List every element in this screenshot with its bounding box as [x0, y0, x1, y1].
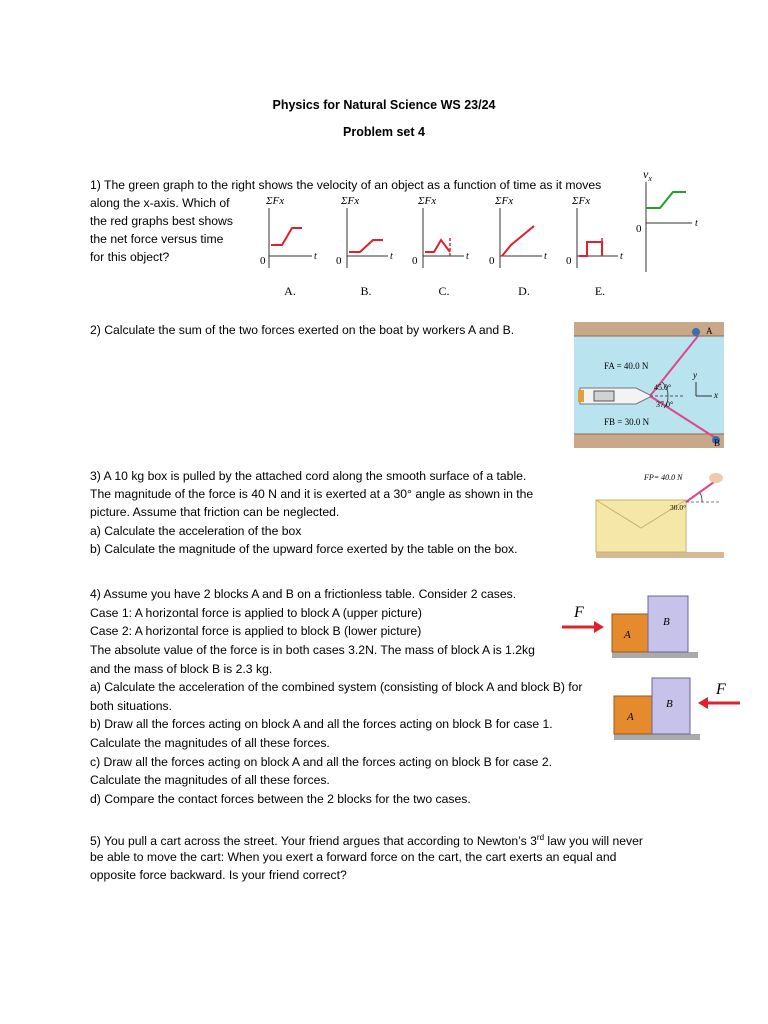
q4-case1-figure — [560, 594, 700, 664]
block-b-label-1: B — [663, 616, 670, 628]
svg-text:0: 0 — [260, 255, 266, 267]
q4-line-7: both situations. — [90, 699, 172, 713]
q4-line-1: 4) Assume you have 2 blocks A and B on a frictionless table. Consider 2 cases. — [90, 587, 517, 601]
page-title: Physics for Natural Science WS 23/24 — [272, 98, 496, 112]
q4-line-10: c) Draw all the forces acting on block A and all the forces acting on block B for case 2. — [90, 755, 553, 769]
option-b-label: B. — [360, 284, 372, 298]
q2-text: 2) Calculate the sum of the two forces exerted on the boat by workers A and B. — [90, 323, 515, 337]
q5-line-2: be able to move the cart: When you exert a forward force on the cart, the cart exerts an equal and — [90, 850, 617, 864]
graph-e-axis-label: ΣFx — [572, 195, 591, 207]
svg-text:y: y — [693, 370, 697, 380]
q1-force-graphs — [250, 190, 650, 280]
svg-text:0: 0 — [489, 255, 495, 267]
force-b-label: FB = 30.0 N — [604, 417, 650, 427]
svg-text:t: t — [695, 218, 698, 229]
q4-line-4: The absolute value of the force is in both cases 3.2N. The mass of block A is 1.2kg — [90, 643, 535, 657]
q4-line-6: a) Calculate the acceleration of the combined system (consisting of block A and block B) for — [90, 680, 583, 694]
block-a-label-2: A — [627, 711, 634, 723]
option-e-label: E. — [594, 284, 606, 298]
graph-a-axis-label: ΣFx — [266, 195, 285, 207]
graph-e — [566, 195, 623, 268]
q1-text-line5: for this object? — [90, 250, 170, 264]
force-a-label: FA = 40.0 N — [604, 361, 649, 371]
graph-b — [336, 195, 393, 268]
graph-c-axis-label: ΣFx — [418, 195, 437, 207]
q1-text-line1: 1) The green graph to the right shows the velocity of an object as a function of time as it moves — [90, 178, 602, 192]
graph-b-axis-label: ΣFx — [341, 195, 360, 207]
q1-text-line4: the net force versus time — [90, 232, 224, 246]
angle-b-label: 37.0° — [656, 400, 674, 409]
q5-line-1: 5) You pull a cart across the street. Your friend argues that according to Newton’s 3rd law you will never — [90, 833, 643, 849]
option-c-label: C. — [438, 284, 450, 298]
svg-text:t: t — [544, 251, 547, 262]
option-a-label: A. — [284, 284, 296, 298]
force-f-label-2: F — [716, 681, 726, 698]
q2-boat-figure — [574, 322, 724, 448]
option-d-label: D. — [518, 284, 530, 298]
page-subtitle: Problem set 4 — [343, 125, 425, 139]
force-f-label-1: F — [574, 604, 584, 621]
svg-text:0: 0 — [566, 255, 572, 267]
svg-text:t: t — [466, 251, 469, 262]
q3-line-2: The magnitude of the force is 40 N and it is exerted at a 30° angle as shown in the — [90, 487, 534, 501]
q1-text-line2: along the x-axis. Which of — [90, 196, 230, 210]
q4-case2-figure — [612, 676, 752, 746]
q5-line-3: opposite force backward. Is your friend correct? — [90, 868, 347, 882]
graph-d-axis-label: ΣFx — [495, 195, 514, 207]
pull-force-label: FP= 40.0 N — [644, 473, 683, 482]
worker-b-label: B — [714, 438, 721, 448]
velocity-axis-label: $v_x$ — [643, 167, 652, 183]
q4-line-3: Case 2: A horizontal force is applied to block B (lower picture) — [90, 624, 422, 638]
graph-a — [260, 195, 317, 268]
q3-line-1: 3) A 10 kg box is pulled by the attached cord along the smooth surface of a table. — [90, 469, 527, 483]
svg-text:x: x — [714, 390, 718, 400]
q4-line-12: d) Compare the contact forces between the 2 blocks for the two cases. — [90, 792, 471, 806]
q3-line-3: picture. Assume that friction can be neglected. — [90, 505, 340, 519]
q4-line-9: Calculate the magnitudes of all these forces. — [90, 736, 330, 750]
svg-text:t: t — [620, 251, 623, 262]
q4-line-5: and the mass of block B is 2.3 kg. — [90, 662, 273, 676]
graph-c — [412, 195, 469, 268]
q3-box-figure — [590, 462, 730, 562]
block-b-label-2: B — [666, 698, 673, 710]
graph-d — [489, 195, 547, 268]
q1-velocity-graph — [628, 164, 708, 276]
q3-line-4: a) Calculate the acceleration of the box — [90, 524, 302, 538]
svg-text:t: t — [314, 251, 317, 262]
svg-text:0: 0 — [412, 255, 418, 267]
q4-line-8: b) Draw all the forces acting on block A and all the forces acting on block B for case 1. — [90, 717, 553, 731]
q1-text-line3: the red graphs best shows — [90, 214, 233, 228]
svg-text:0: 0 — [636, 223, 642, 235]
svg-text:0: 0 — [336, 255, 342, 267]
q3-line-5: b) Calculate the magnitude of the upward force exerted by the table on the box. — [90, 542, 518, 556]
block-a-label-1: A — [624, 629, 631, 641]
svg-text:t: t — [390, 251, 393, 262]
angle-a-label: 45.0° — [654, 383, 672, 392]
q4-line-11: Calculate the magnitudes of all these forces. — [90, 773, 330, 787]
q4-line-2: Case 1: A horizontal force is applied to block A (upper picture) — [90, 606, 422, 620]
pull-angle-label: 30.0° — [670, 503, 687, 512]
worker-a-label: A — [706, 326, 713, 336]
